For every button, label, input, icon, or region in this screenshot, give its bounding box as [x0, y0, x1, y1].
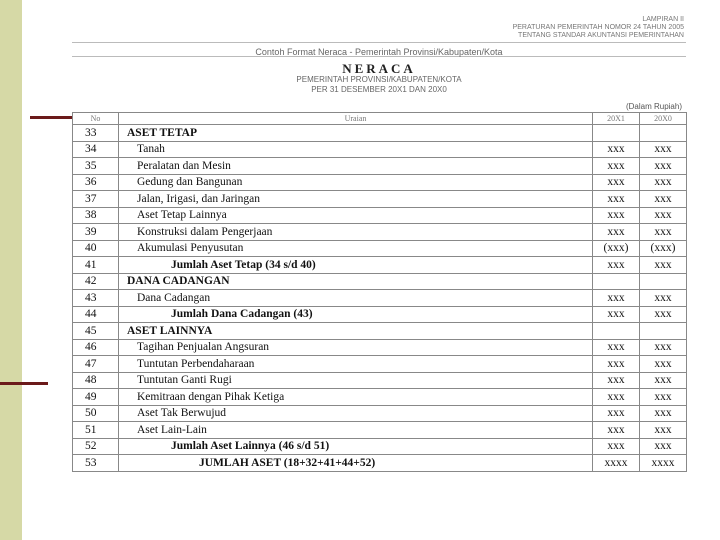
- row-label: Tuntutan Ganti Rugi: [119, 372, 593, 389]
- column-header-year-0: 20X0: [640, 113, 687, 125]
- row-value-year-1: xxx: [593, 405, 640, 422]
- row-value-year-1: xxx: [593, 422, 640, 439]
- row-number: 53: [73, 455, 119, 472]
- regulation-header: [513, 16, 684, 40]
- row-value-year-0: xxx: [640, 372, 687, 389]
- table-row: [73, 273, 687, 290]
- row-label: Jalan, Irigasi, dan Jaringan: [119, 191, 593, 208]
- row-value-year-0: xxx: [640, 191, 687, 208]
- row-number: 40: [73, 240, 119, 257]
- row-value-year-1: [593, 125, 640, 142]
- table-row: [73, 306, 687, 323]
- table-row: [73, 174, 687, 191]
- row-value-year-1: xxx: [593, 141, 640, 158]
- row-value-year-1: [593, 323, 640, 340]
- row-number: 43: [73, 290, 119, 307]
- balance-sheet-document: [72, 12, 686, 482]
- table-row: [73, 405, 687, 422]
- table-row: [73, 372, 687, 389]
- row-number: 47: [73, 356, 119, 373]
- row-label: ASET LAINNYA: [119, 323, 593, 340]
- row-value-year-0: xxx: [640, 438, 687, 455]
- table-row: [73, 191, 687, 208]
- row-label: Konstruksi dalam Pengerjaan: [119, 224, 593, 241]
- row-label: Akumulasi Penyusutan: [119, 240, 593, 257]
- row-value-year-1: xxx: [593, 339, 640, 356]
- row-number: 34: [73, 141, 119, 158]
- row-number: 38: [73, 207, 119, 224]
- table-row: [73, 257, 687, 274]
- table-row: [73, 240, 687, 257]
- row-value-year-0: [640, 273, 687, 290]
- row-number: 35: [73, 158, 119, 175]
- row-number: 42: [73, 273, 119, 290]
- row-value-year-0: xxx: [640, 141, 687, 158]
- row-value-year-1: [593, 273, 640, 290]
- document-subtitle-period: PER 31 DESEMBER 20X1 DAN 20X0: [311, 85, 447, 94]
- header-rule-1: [72, 42, 686, 43]
- row-value-year-1: xxx: [593, 191, 640, 208]
- table-row: [73, 141, 687, 158]
- column-header-no: No: [73, 113, 119, 125]
- column-header-year-1: 20X1: [593, 113, 640, 125]
- row-number: 48: [73, 372, 119, 389]
- table-row: [73, 323, 687, 340]
- row-label: Tanah: [119, 141, 593, 158]
- row-number: 52: [73, 438, 119, 455]
- row-number: 41: [73, 257, 119, 274]
- regulation-line-2: PERATURAN PEMERINTAH NOMOR 24 TAHUN 2005: [512, 24, 684, 31]
- row-value-year-0: [640, 323, 687, 340]
- regulation-line-1: LAMPIRAN II: [642, 16, 684, 23]
- row-value-year-1: xxx: [593, 290, 640, 307]
- table-row: [73, 438, 687, 455]
- row-label: Aset Tetap Lainnya: [119, 207, 593, 224]
- row-number: 46: [73, 339, 119, 356]
- row-value-year-0: xxx: [640, 257, 687, 274]
- row-number: 39: [73, 224, 119, 241]
- table-row: [73, 356, 687, 373]
- row-value-year-0: xxx: [640, 207, 687, 224]
- row-value-year-0: [640, 125, 687, 142]
- row-value-year-0: xxx: [640, 405, 687, 422]
- row-value-year-1: xxx: [593, 438, 640, 455]
- column-header-uraian: Uraian: [119, 113, 593, 125]
- row-value-year-0: xxx: [640, 174, 687, 191]
- row-value-year-1: xxx: [593, 257, 640, 274]
- row-number: 45: [73, 323, 119, 340]
- slide-left-bar: [0, 0, 22, 540]
- row-number: 49: [73, 389, 119, 406]
- row-label: Aset Tak Berwujud: [119, 405, 593, 422]
- document-subtitle-entity: PEMERINTAH PROVINSI/KABUPATEN/KOTA: [296, 75, 462, 84]
- row-label: Tagihan Penjualan Angsuran: [119, 339, 593, 356]
- row-label: Kemitraan dengan Pihak Ketiga: [119, 389, 593, 406]
- row-value-year-0: xxx: [640, 158, 687, 175]
- row-value-year-0: xxx: [640, 290, 687, 307]
- table-row: [73, 422, 687, 439]
- row-value-year-0: xxx: [640, 356, 687, 373]
- row-value-year-1: xxx: [593, 356, 640, 373]
- row-value-year-0: xxx: [640, 224, 687, 241]
- row-label: Jumlah Dana Cadangan (43): [119, 306, 593, 323]
- row-label: Jumlah Aset Tetap (34 s/d 40): [119, 257, 593, 274]
- slide-accent-line-bottom: [0, 382, 48, 385]
- row-value-year-1: xxx: [593, 224, 640, 241]
- row-number: 50: [73, 405, 119, 422]
- table-body: [73, 125, 687, 472]
- row-number: 37: [73, 191, 119, 208]
- row-label: Tuntutan Perbendaharaan: [119, 356, 593, 373]
- row-value-year-1: xxx: [593, 372, 640, 389]
- table-row: [73, 339, 687, 356]
- table-row: [73, 125, 687, 142]
- row-label: Gedung dan Bangunan: [119, 174, 593, 191]
- row-label: Peralatan dan Mesin: [119, 158, 593, 175]
- table-row: [73, 455, 687, 472]
- format-title: Contoh Format Neraca - Pemerintah Provinsi/Kabupaten/Kota: [255, 47, 503, 57]
- row-value-year-0: xxx: [640, 306, 687, 323]
- row-label: Aset Lain-Lain: [119, 422, 593, 439]
- table-row: [73, 158, 687, 175]
- regulation-line-3: TENTANG STANDAR AKUNTANSI PEMERINTAHAN: [518, 32, 684, 39]
- table-row: [73, 290, 687, 307]
- table-row: [73, 207, 687, 224]
- row-number: 36: [73, 174, 119, 191]
- document-title: NERACA: [342, 61, 416, 76]
- table-row: [73, 389, 687, 406]
- row-label: JUMLAH ASET (18+32+41+44+52): [119, 455, 593, 472]
- slide-accent-line-top: [30, 116, 72, 119]
- row-value-year-0: xxxx: [640, 455, 687, 472]
- balance-sheet-table: [72, 112, 687, 472]
- row-value-year-1: xxx: [593, 306, 640, 323]
- row-value-year-0: xxx: [640, 339, 687, 356]
- table-header-row: [73, 113, 687, 125]
- row-number: 44: [73, 306, 119, 323]
- row-label: Jumlah Aset Lainnya (46 s/d 51): [119, 438, 593, 455]
- table-row: [73, 224, 687, 241]
- row-value-year-0: (xxx): [640, 240, 687, 257]
- row-label: ASET TETAP: [119, 125, 593, 142]
- row-number: 51: [73, 422, 119, 439]
- row-value-year-1: xxx: [593, 174, 640, 191]
- row-value-year-0: xxx: [640, 422, 687, 439]
- row-label: DANA CADANGAN: [119, 273, 593, 290]
- row-label: Dana Cadangan: [119, 290, 593, 307]
- row-value-year-1: xxx: [593, 158, 640, 175]
- row-value-year-1: xxxx: [593, 455, 640, 472]
- row-value-year-1: (xxx): [593, 240, 640, 257]
- row-value-year-1: xxx: [593, 389, 640, 406]
- currency-unit: (Dalam Rupiah): [625, 102, 682, 111]
- row-value-year-1: xxx: [593, 207, 640, 224]
- row-number: 33: [73, 125, 119, 142]
- row-value-year-0: xxx: [640, 389, 687, 406]
